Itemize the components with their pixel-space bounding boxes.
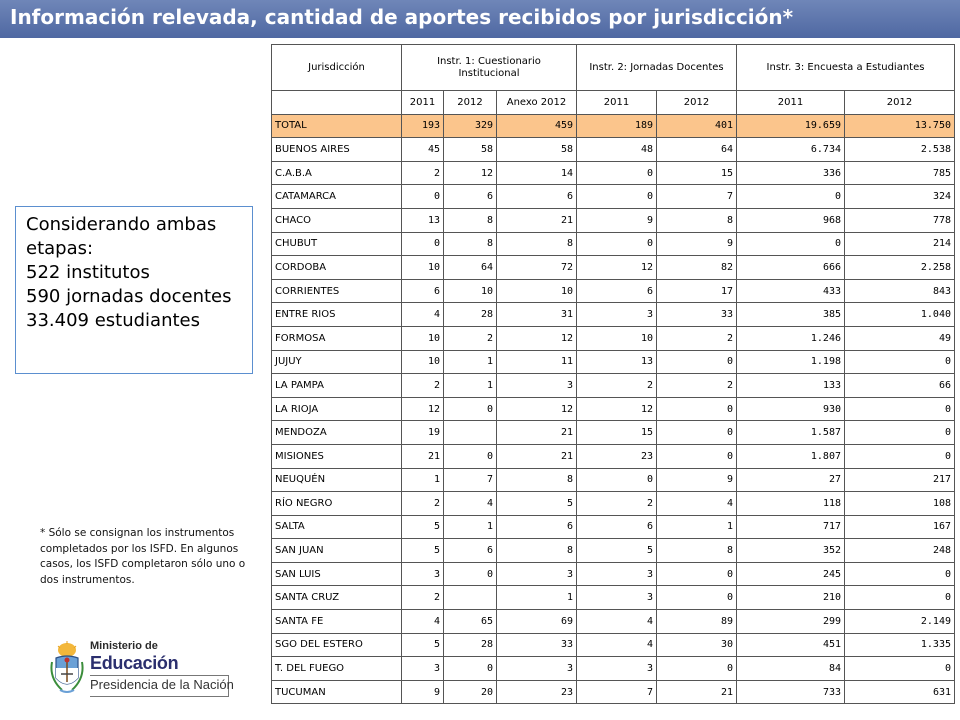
value-cell: 210	[737, 586, 845, 610]
value-cell: 1	[444, 515, 497, 539]
value-cell: 11	[497, 350, 577, 374]
value-cell: 13	[402, 208, 444, 232]
summary-line: 590 jornadas docentes	[26, 286, 232, 307]
value-cell: 0	[577, 185, 657, 209]
value-cell: 0	[577, 468, 657, 492]
value-cell: 12	[577, 397, 657, 421]
table-row	[272, 185, 955, 209]
value-cell: 0	[845, 350, 955, 374]
value-cell: 72	[497, 256, 577, 280]
column-group-header: Instr. 1: Cuestionario Institucional	[402, 45, 577, 91]
jurisdiction-name-cell: BUENOS AIRES	[272, 138, 402, 162]
value-cell: 8	[497, 468, 577, 492]
value-cell: 1	[402, 468, 444, 492]
value-cell: 89	[657, 610, 737, 634]
logo-line-1: Ministerio de	[90, 640, 158, 652]
value-cell: 12	[497, 326, 577, 350]
value-cell: 8	[657, 208, 737, 232]
value-cell: 0	[657, 657, 737, 681]
value-cell: 0	[845, 657, 955, 681]
jurisdiction-name-cell: JUJUY	[272, 350, 402, 374]
value-cell: 6	[577, 279, 657, 303]
logo-rule	[90, 675, 228, 676]
value-cell: 9	[657, 468, 737, 492]
summary-box	[15, 206, 253, 374]
value-cell: 84	[737, 657, 845, 681]
value-cell: 20	[444, 680, 497, 704]
column-subheader: Anexo 2012	[497, 91, 577, 115]
table-row	[272, 444, 955, 468]
value-cell	[444, 586, 497, 610]
value-cell: 58	[444, 138, 497, 162]
jurisdiction-name-cell: FORMOSA	[272, 326, 402, 350]
jurisdiction-name-cell: CORRIENTES	[272, 279, 402, 303]
value-cell: 193	[402, 114, 444, 138]
header-row	[272, 45, 955, 91]
value-cell: 10	[402, 256, 444, 280]
table-row	[272, 421, 955, 445]
value-cell: 2	[577, 374, 657, 398]
summary-line: 522 institutos	[26, 262, 150, 283]
table-row	[272, 138, 955, 162]
value-cell: 2.538	[845, 138, 955, 162]
value-cell: 5	[402, 633, 444, 657]
value-cell: 28	[444, 303, 497, 327]
value-cell	[444, 421, 497, 445]
value-cell: 21	[497, 421, 577, 445]
table-row	[272, 232, 955, 256]
value-cell: 15	[577, 421, 657, 445]
table-row	[272, 161, 955, 185]
value-cell: 401	[657, 114, 737, 138]
value-cell: 6	[444, 539, 497, 563]
value-cell: 3	[577, 562, 657, 586]
value-cell: 459	[497, 114, 577, 138]
jurisdiction-name-cell: C.A.B.A	[272, 161, 402, 185]
value-cell: 5	[497, 492, 577, 516]
value-cell: 352	[737, 539, 845, 563]
value-cell: 0	[402, 185, 444, 209]
value-cell: 0	[657, 397, 737, 421]
column-subheader: 2011	[737, 91, 845, 115]
table-row	[272, 492, 955, 516]
table-row	[272, 515, 955, 539]
page-title: Información relevada, cantidad de aportes recibidos por jurisdicción*	[10, 5, 794, 29]
jurisdiction-name-cell: TUCUMAN	[272, 680, 402, 704]
value-cell: 968	[737, 208, 845, 232]
value-cell: 778	[845, 208, 955, 232]
value-cell: 64	[657, 138, 737, 162]
value-cell: 1	[497, 586, 577, 610]
value-cell: 19	[402, 421, 444, 445]
table-row	[272, 468, 955, 492]
value-cell: 0	[657, 350, 737, 374]
value-cell: 118	[737, 492, 845, 516]
value-cell: 245	[737, 562, 845, 586]
value-cell: 8	[497, 539, 577, 563]
value-cell: 48	[577, 138, 657, 162]
value-cell: 0	[577, 161, 657, 185]
value-cell: 433	[737, 279, 845, 303]
value-cell: 329	[444, 114, 497, 138]
value-cell: 5	[577, 539, 657, 563]
value-cell: 0	[845, 397, 955, 421]
value-cell: 6	[497, 515, 577, 539]
table-row	[272, 562, 955, 586]
value-cell: 385	[737, 303, 845, 327]
summary-line: 33.409 estudiantes	[26, 310, 200, 331]
value-cell: 0	[444, 657, 497, 681]
value-cell: 0	[845, 586, 955, 610]
table-row	[272, 397, 955, 421]
value-cell: 133	[737, 374, 845, 398]
value-cell: 65	[444, 610, 497, 634]
value-cell: 27	[737, 468, 845, 492]
value-cell: 10	[402, 326, 444, 350]
value-cell: 6	[444, 185, 497, 209]
jurisdiction-name-cell: MENDOZA	[272, 421, 402, 445]
jurisdiction-name-cell: LA RIOJA	[272, 397, 402, 421]
value-cell: 3	[402, 657, 444, 681]
value-cell: 0	[657, 444, 737, 468]
value-cell: 0	[577, 232, 657, 256]
value-cell: 45	[402, 138, 444, 162]
value-cell: 631	[845, 680, 955, 704]
value-cell: 21	[497, 444, 577, 468]
value-cell: 248	[845, 539, 955, 563]
value-cell: 733	[737, 680, 845, 704]
value-cell: 64	[444, 256, 497, 280]
value-cell: 15	[657, 161, 737, 185]
column-header: Jurisdicción	[272, 45, 402, 91]
value-cell: 3	[402, 562, 444, 586]
value-cell: 12	[444, 161, 497, 185]
value-cell: 2	[657, 326, 737, 350]
table-row	[272, 633, 955, 657]
value-cell: 1.040	[845, 303, 955, 327]
value-cell: 108	[845, 492, 955, 516]
value-cell: 0	[845, 562, 955, 586]
value-cell: 0	[737, 185, 845, 209]
ministry-logo	[48, 638, 234, 700]
table-row	[272, 680, 955, 704]
jurisdiction-table	[271, 44, 955, 704]
value-cell: 1.587	[737, 421, 845, 445]
value-cell: 28	[444, 633, 497, 657]
value-cell: 299	[737, 610, 845, 634]
column-subheader: 2011	[577, 91, 657, 115]
value-cell: 14	[497, 161, 577, 185]
value-cell: 1	[444, 350, 497, 374]
value-cell: 17	[657, 279, 737, 303]
value-cell: 1.807	[737, 444, 845, 468]
value-cell: 9	[402, 680, 444, 704]
value-cell: 10	[577, 326, 657, 350]
value-cell: 2	[444, 326, 497, 350]
value-cell: 12	[402, 397, 444, 421]
value-cell: 666	[737, 256, 845, 280]
jurisdiction-name-cell: T. DEL FUEGO	[272, 657, 402, 681]
value-cell: 0	[845, 444, 955, 468]
value-cell: 1.198	[737, 350, 845, 374]
column-subheader: 2012	[444, 91, 497, 115]
value-cell: 0	[737, 232, 845, 256]
value-cell: 2	[402, 161, 444, 185]
value-cell: 33	[497, 633, 577, 657]
value-cell: 82	[657, 256, 737, 280]
value-cell: 10	[402, 350, 444, 374]
value-cell: 8	[657, 539, 737, 563]
value-cell: 1.246	[737, 326, 845, 350]
value-cell: 843	[845, 279, 955, 303]
value-cell: 2.149	[845, 610, 955, 634]
value-cell: 10	[497, 279, 577, 303]
value-cell: 30	[657, 633, 737, 657]
value-cell: 23	[497, 680, 577, 704]
table-row	[272, 539, 955, 563]
table-row	[272, 326, 955, 350]
table-row	[272, 303, 955, 327]
jurisdiction-name-cell: CORDOBA	[272, 256, 402, 280]
value-cell: 930	[737, 397, 845, 421]
value-cell: 0	[402, 232, 444, 256]
value-cell: 12	[577, 256, 657, 280]
summary-line: etapas:	[26, 238, 94, 259]
value-cell: 2	[657, 374, 737, 398]
jurisdiction-name-cell: RÍO NEGRO	[272, 492, 402, 516]
summary-line: Considerando ambas	[26, 214, 217, 235]
jurisdiction-name-cell: SALTA	[272, 515, 402, 539]
value-cell: 0	[444, 562, 497, 586]
value-cell: 7	[657, 185, 737, 209]
table-row	[272, 350, 955, 374]
value-cell: 0	[845, 421, 955, 445]
value-cell: 3	[497, 657, 577, 681]
value-cell: 23	[577, 444, 657, 468]
value-cell: 2	[577, 492, 657, 516]
jurisdiction-name-cell: TOTAL	[272, 114, 402, 138]
logo-line-2: Educación	[90, 653, 179, 673]
value-cell: 8	[444, 232, 497, 256]
title-bar	[0, 0, 960, 38]
value-cell: 217	[845, 468, 955, 492]
jurisdiction-name-cell: SAN JUAN	[272, 539, 402, 563]
jurisdiction-name-cell: SANTA CRUZ	[272, 586, 402, 610]
column-subheader	[272, 91, 402, 115]
jurisdiction-name-cell: CHACO	[272, 208, 402, 232]
value-cell: 1	[444, 374, 497, 398]
value-cell: 0	[657, 586, 737, 610]
table-row	[272, 610, 955, 634]
jurisdiction-name-cell: SGO DEL ESTERO	[272, 633, 402, 657]
value-cell: 2	[402, 492, 444, 516]
value-cell: 4	[577, 633, 657, 657]
value-cell: 3	[577, 657, 657, 681]
value-cell: 21	[497, 208, 577, 232]
value-cell: 4	[402, 303, 444, 327]
jurisdiction-name-cell: LA PAMPA	[272, 374, 402, 398]
value-cell: 31	[497, 303, 577, 327]
value-cell: 0	[657, 421, 737, 445]
column-group-header: Instr. 2: Jornadas Docentes	[577, 45, 737, 91]
value-cell: 336	[737, 161, 845, 185]
value-cell: 9	[657, 232, 737, 256]
value-cell: 5	[402, 515, 444, 539]
value-cell: 2.258	[845, 256, 955, 280]
jurisdiction-name-cell: ENTRE RIOS	[272, 303, 402, 327]
value-cell: 49	[845, 326, 955, 350]
value-cell: 7	[577, 680, 657, 704]
subheader-row	[272, 91, 955, 115]
value-cell: 1	[657, 515, 737, 539]
value-cell: 214	[845, 232, 955, 256]
value-cell: 19.659	[737, 114, 845, 138]
value-cell: 4	[657, 492, 737, 516]
table-row	[272, 374, 955, 398]
table-row	[272, 586, 955, 610]
value-cell: 3	[577, 303, 657, 327]
value-cell: 7	[444, 468, 497, 492]
value-cell: 3	[497, 374, 577, 398]
table-row	[272, 256, 955, 280]
value-cell: 9	[577, 208, 657, 232]
value-cell: 785	[845, 161, 955, 185]
value-cell: 4	[402, 610, 444, 634]
footnote: * Sólo se consignan los instrumentos completados por los ISFD. En algunos casos, los ISFD completaron sólo uno o dos instrumentos.	[40, 527, 246, 586]
table-row	[272, 657, 955, 681]
jurisdiction-name-cell: MISIONES	[272, 444, 402, 468]
value-cell: 66	[845, 374, 955, 398]
value-cell: 6.734	[737, 138, 845, 162]
value-cell: 0	[444, 444, 497, 468]
logo-line-3: Presidencia de la Nación	[90, 677, 234, 692]
table-row	[272, 208, 955, 232]
value-cell: 717	[737, 515, 845, 539]
value-cell: 1.335	[845, 633, 955, 657]
jurisdiction-name-cell: NEUQUÉN	[272, 468, 402, 492]
value-cell: 69	[497, 610, 577, 634]
value-cell: 13	[577, 350, 657, 374]
jurisdiction-name-cell: SAN LUIS	[272, 562, 402, 586]
value-cell: 167	[845, 515, 955, 539]
jurisdiction-name-cell: CHUBUT	[272, 232, 402, 256]
value-cell: 8	[497, 232, 577, 256]
column-group-header: Instr. 3: Encuesta a Estudiantes	[737, 45, 955, 91]
value-cell: 33	[657, 303, 737, 327]
value-cell: 6	[577, 515, 657, 539]
value-cell: 21	[657, 680, 737, 704]
jurisdiction-name-cell: SANTA FE	[272, 610, 402, 634]
value-cell: 4	[444, 492, 497, 516]
logo-rule	[90, 696, 228, 697]
value-cell: 10	[444, 279, 497, 303]
value-cell: 5	[402, 539, 444, 563]
table-row	[272, 279, 955, 303]
column-subheader: 2011	[402, 91, 444, 115]
value-cell: 6	[402, 279, 444, 303]
value-cell: 189	[577, 114, 657, 138]
value-cell: 58	[497, 138, 577, 162]
value-cell: 2	[402, 586, 444, 610]
value-cell: 4	[577, 610, 657, 634]
total-row	[272, 114, 955, 138]
value-cell: 12	[497, 397, 577, 421]
value-cell: 6	[497, 185, 577, 209]
value-cell: 8	[444, 208, 497, 232]
value-cell: 13.750	[845, 114, 955, 138]
value-cell: 3	[497, 562, 577, 586]
jurisdiction-name-cell: CATAMARCA	[272, 185, 402, 209]
value-cell: 324	[845, 185, 955, 209]
coat-of-arms-icon	[48, 640, 86, 698]
value-cell: 451	[737, 633, 845, 657]
value-cell: 2	[402, 374, 444, 398]
value-cell: 21	[402, 444, 444, 468]
column-subheader: 2012	[845, 91, 955, 115]
value-cell: 0	[657, 562, 737, 586]
column-subheader: 2012	[657, 91, 737, 115]
value-cell: 0	[444, 397, 497, 421]
value-cell: 3	[577, 586, 657, 610]
